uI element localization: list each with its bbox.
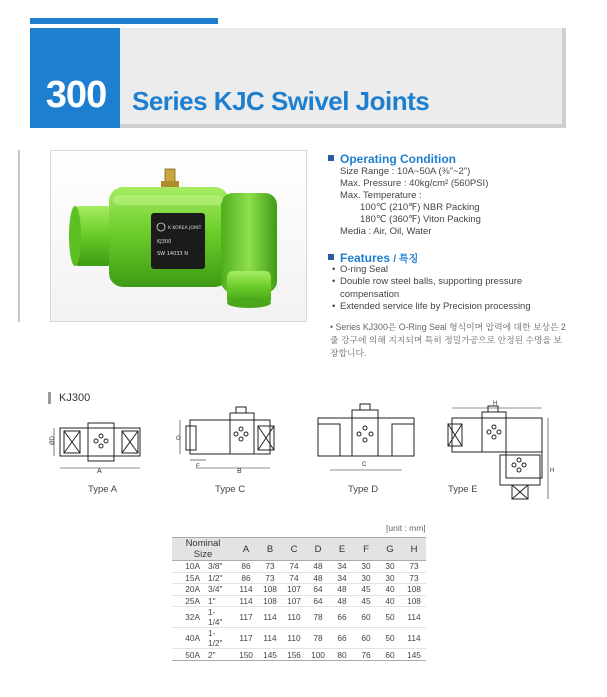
table-cell: 32A [172, 607, 204, 628]
dim-c-f: F [196, 464, 200, 470]
spec-max-pressure: Max. Pressure : 40kg/cm² (560PSI) [340, 178, 489, 189]
table-cell: 117 [234, 628, 258, 649]
table-row [172, 561, 426, 573]
spec-temp-nbr: 100℃ (210℉) NBR Packing [360, 202, 480, 213]
table-cell: 1-1/4" [204, 607, 234, 628]
table-cell: 34 [330, 561, 354, 573]
table-cell: 48 [306, 561, 330, 573]
table-cell: 108 [402, 595, 426, 607]
drawings-section-label: KJ300 [48, 392, 90, 404]
table-cell: 1-1/2" [204, 628, 234, 649]
table-cell: 78 [306, 628, 330, 649]
table-cell: 3/4" [204, 584, 234, 596]
table-cell: 107 [282, 595, 306, 607]
plate-text-0: KJ300 [157, 239, 172, 245]
table-cell: 80 [330, 649, 354, 661]
table-cell: 30 [378, 572, 402, 584]
feature-item: • Extended service life by Precision processing [332, 301, 572, 313]
table-cell: 86 [234, 572, 258, 584]
plate-text-2: SW 14033 N [157, 251, 188, 257]
col-nominal-size: Nominal Size [172, 538, 234, 561]
table-cell: 25A [172, 595, 204, 607]
feature-item: • O-ring Seal [332, 264, 572, 276]
col-g: G [378, 538, 402, 561]
table-cell: 45 [354, 595, 378, 607]
features-title-korean: / 특징 [393, 254, 419, 265]
col-b: B [258, 538, 282, 561]
table-cell: 110 [282, 628, 306, 649]
series-number: 300 [45, 74, 107, 116]
feature-item: • Double row steel balls, supporting pressure compensation [332, 276, 572, 301]
table-cell: 50 [378, 607, 402, 628]
table-cell: 30 [378, 561, 402, 573]
table-cell: 74 [282, 561, 306, 573]
dimension-table [172, 537, 426, 661]
table-cell: 156 [282, 649, 306, 661]
table-cell: 60 [354, 628, 378, 649]
spec-size-range: Size Range : 10A~50A (⅜"~2") [340, 166, 471, 177]
table-cell: 107 [282, 584, 306, 596]
table-cell: 60 [378, 649, 402, 661]
plate-text-1: K KOREA JOINT [168, 226, 202, 231]
features-title-text: Features [340, 251, 391, 265]
table-cell: 40A [172, 628, 204, 649]
table-cell: 78 [306, 607, 330, 628]
type-a-label: Type A [88, 484, 118, 495]
table-cell: 150 [234, 649, 258, 661]
dim-c-g: G [176, 436, 181, 442]
table-cell: 45 [354, 584, 378, 596]
table-cell: 2" [204, 649, 234, 661]
table-cell: 1" [204, 595, 234, 607]
table-cell: 48 [330, 595, 354, 607]
table-cell: 66 [330, 628, 354, 649]
table-cell: 73 [402, 572, 426, 584]
col-c: C [282, 538, 306, 561]
drawing-type-a [50, 423, 140, 475]
table-cell: 114 [402, 607, 426, 628]
table-cell: 117 [234, 607, 258, 628]
table-cell: 145 [258, 649, 282, 661]
table-cell: 48 [306, 572, 330, 584]
operating-condition-title-text: Operating Condition [340, 152, 456, 166]
table-cell: 64 [306, 595, 330, 607]
table-cell: 15A [172, 572, 204, 584]
col-h: H [402, 538, 426, 561]
table-cell: 110 [282, 607, 306, 628]
drawing-type-c [176, 407, 274, 475]
table-cell: 64 [306, 584, 330, 596]
dim-e-h: H [493, 401, 498, 407]
table-cell: 30 [354, 561, 378, 573]
korean-description: • Series KJ300은 O-Ring Seal 형식이며 압력에 대한 보상은 2줄 강구에 의해 지지되며 특히 정밀가공으로 안정된 수명을 보장합니다. [330, 322, 566, 358]
dim-d-c: C [362, 462, 367, 468]
table-cell: 1/2" [204, 572, 234, 584]
table-cell: 114 [258, 628, 282, 649]
table-cell: 108 [258, 595, 282, 607]
table-cell: 50A [172, 649, 204, 661]
table-cell: 48 [330, 584, 354, 596]
table-cell: 73 [402, 561, 426, 573]
table-row [172, 572, 426, 584]
table-cell: 60 [354, 607, 378, 628]
table-cell: 114 [258, 607, 282, 628]
unit-label: [unit : mm] [386, 523, 426, 533]
table-cell: 73 [258, 572, 282, 584]
table-cell: 145 [402, 649, 426, 661]
table-cell: 108 [402, 584, 426, 596]
table-row [172, 628, 426, 649]
table-cell: 20A [172, 584, 204, 596]
table-cell: 40 [378, 584, 402, 596]
table-cell: 66 [330, 607, 354, 628]
col-a: A [234, 538, 258, 561]
table-row [172, 649, 426, 661]
col-f: F [354, 538, 378, 561]
dim-e-h2: H [550, 468, 555, 474]
table-cell: 114 [234, 595, 258, 607]
type-c-label: Type C [215, 484, 246, 495]
spec-max-temperature: Max. Temperature : [340, 190, 422, 201]
table-cell: 50 [378, 628, 402, 649]
table-cell: 108 [258, 584, 282, 596]
table-cell: 73 [258, 561, 282, 573]
table-cell: 10A [172, 561, 204, 573]
table-cell: 114 [234, 584, 258, 596]
drawing-type-d [318, 404, 414, 470]
table-row [172, 584, 426, 596]
spec-media: Media : Air, Oil, Water [340, 226, 432, 237]
table-row [172, 607, 426, 628]
table-cell: 3/8" [204, 561, 234, 573]
page-title: Series KJC Swivel Joints [132, 86, 430, 116]
col-d: D [306, 538, 330, 561]
table-cell: 34 [330, 572, 354, 584]
dim-c-b: B [237, 468, 242, 475]
table-cell: 74 [282, 572, 306, 584]
dim-a-od: ØD [50, 436, 56, 445]
dim-a-length: A [97, 468, 102, 475]
table-cell: 30 [354, 572, 378, 584]
table-row [172, 595, 426, 607]
table-cell: 100 [306, 649, 330, 661]
col-e: E [330, 538, 354, 561]
table-cell: 114 [402, 628, 426, 649]
table-header-row [172, 538, 426, 561]
spec-temp-viton: 180℃ (360℉) Viton Packing [360, 214, 481, 225]
type-e-label: Type E [448, 484, 478, 495]
type-d-label: Type D [348, 484, 379, 495]
table-cell: 76 [354, 649, 378, 661]
table-cell: 40 [378, 595, 402, 607]
table-cell: 86 [234, 561, 258, 573]
